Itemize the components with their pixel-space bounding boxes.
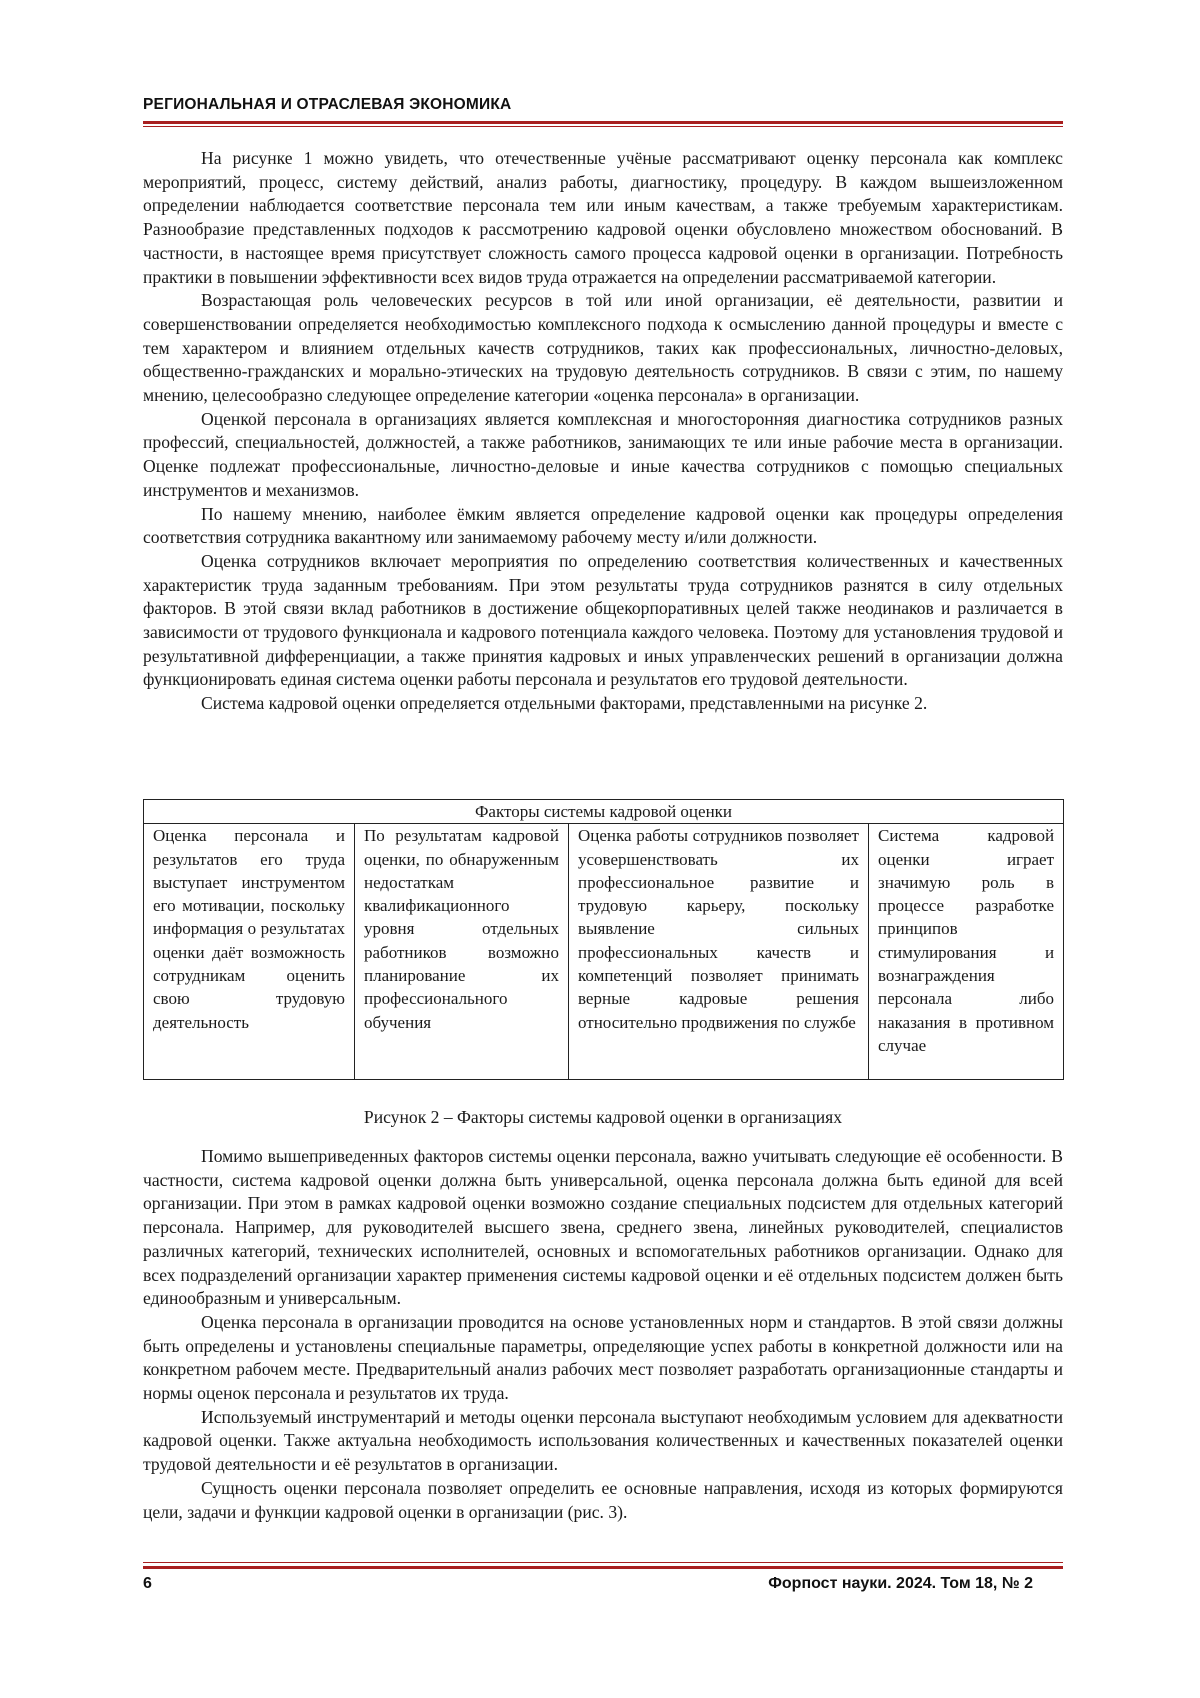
factor-cell-motivation: Оценка персонала и результатов его труда выступает инструментом его мотивации, поскольку информация о результатах оценки даёт возможность сотрудникам оценить свою трудовую деятельность — [144, 824, 355, 1080]
body-section-1 — [143, 147, 1063, 716]
factors-figure-table — [143, 799, 1064, 1080]
factor-cell-career: Оценка работы сотрудников позволяет усовершенствовать их профессиональное развитие и трудовую карьеру, поскольку выявление сильных профессиональных качеств и компетенций позволяет принимать верные кадровые решения относительно продвижения по службе — [569, 824, 869, 1080]
paragraph: По нашему мнению, наиболее ёмким является определение кадровой оценки как процедуры определения соответствия сотрудника вакантному или занимаемому рабочему месту и/или должности. — [143, 503, 1063, 548]
figure-table-title: Факторы системы кадровой оценки — [144, 800, 1064, 824]
paragraph: Оценкой персонала в организациях является комплексная и многосторонняя диагностика сотрудников разных профессий, специальностей, должностей, а также работников, занимающих те или иные рабочие места в организации. Оценке подлежат профессиональные, личностно-деловые и иные качества сотрудников с помощью специальных инструментов и механизмов. — [143, 408, 1063, 500]
paragraph: Помимо вышеприведенных факторов системы оценки персонала, важно учитывать следующие её особенности. В частности, система кадровой оценки должна быть универсальной, оценка персонала должна быть единой для всей организации. При этом в рамках кадровой оценки возможно создание специальных подсистем для отдельных категорий персонала. Например, для руководителей высшего звена, среднего звена, линейных руководителей, специалистов различных категорий, технических исполнителей, основных и вспомогательных работников организации. Однако для всех подразделений организации характер применения системы кадровой оценки и её отдельных подсистем должен быть единообразным и универсальным. — [143, 1146, 1063, 1309]
paragraph: Сущность оценки персонала позволяет определить ее основные направления, исходя из которых формируются цели, задачи и функции кадровой оценки в организации (рис. 3). — [143, 1477, 1063, 1522]
factor-cell-reward: Система кадровой оценки играет значимую роль в процессе разработке принципов стимулирования и вознаграждения персонала либо наказания в противном случае — [869, 824, 1064, 1080]
header-rule-thin — [143, 126, 1063, 127]
header-rule-thick — [143, 121, 1063, 124]
page-number: 6 — [143, 1575, 152, 1592]
running-title: РЕГИОНАЛЬНАЯ И ОТРАСЛЕВАЯ ЭКОНОМИКА — [143, 96, 512, 113]
factor-cell-training: По результатам кадровой оценки, по обнаруженным недостаткам квалификационного уровня отдельных работников возможно планирование их профессионального обучения — [355, 824, 569, 1080]
paragraph: Оценка персонала в организации проводится на основе установленных норм и стандартов. В этой связи должны быть определены и установлены специальные параметры, определяющие успех работы в конкретной должности или на конкретном рабочем месте. Предварительный анализ рабочих мест позволяет разработать организационные стандарты и нормы оценок персонала и результатов их труда. — [143, 1311, 1063, 1404]
footer-rule-thin — [143, 1562, 1063, 1563]
body-section-2 — [143, 1145, 1063, 1524]
paragraph: На рисунке 1 можно увидеть, что отечественные учёные рассматривают оценку персонала как комплекс мероприятий, процесс, систему действий, анализ работы, диагностику, процедуру. В каждом вышеизложенном определении наблюдается соответствие персонала тем или иным качествам, а также требуемым характеристикам. Разнообразие представленных подходов к рассмотрению кадровой оценки обусловлено множеством обоснований. В частности, в настоящее время присутствует сложность самого процесса кадровой оценки в организации. Потребность практики в повышении эффективности всех видов труда отражается на определении рассматриваемой категории. — [143, 148, 1063, 287]
journal-page — [143, 0, 1063, 1698]
paragraph: Возрастающая роль человеческих ресурсов в той или иной организации, её деятельности, развитии и совершенствовании определяется необходимостью комплексного подхода к осмыслению данной процедуры и вместе с тем характером и влиянием отдельных качеств сотрудников, таких как профессиональных, личностно-деловых, общественно-гражданских и морально-этических на трудовую деятельность сотрудников. В связи с этим, по нашему мнению, целесообразно следующее определение категории «оценка персонала» в организации. — [143, 290, 1063, 406]
paragraph: Оценка сотрудников включает мероприятия по определению соответствия количественных и качественных характеристик труда заданным требованиям. При этом результаты труда сотрудников разнятся в силу отдельных факторов. В этой связи вклад работников в достижение общекорпоративных целей также неодинаков и различается в зависимости от трудового функционала и кадрового потенциала каждого человека. Поэтому для установления трудовой и результативной дифференциации, а также принятия кадровых и иных управленческих решений в организации должна функционировать единая система оценки работы персонала и результатов его трудовой деятельности. — [143, 550, 1063, 690]
paragraph: Система кадровой оценки определяется отдельными факторами, представленными на рисунке 2. — [201, 693, 928, 714]
journal-citation: Форпост науки. 2024. Том 18, № 2 — [768, 1575, 1033, 1592]
figure-caption: Рисунок 2 – Факторы системы кадровой оценки в организациях — [363, 1107, 843, 1127]
footer-rule-thick — [143, 1566, 1063, 1569]
paragraph: Используемый инструментарий и методы оценки персонала выступают необходимым условием для адекватности кадровой оценки. Также актуальна необходимость использования количественных и качественных показателей оценки трудовой деятельности и её результатов в организации. — [143, 1406, 1063, 1475]
